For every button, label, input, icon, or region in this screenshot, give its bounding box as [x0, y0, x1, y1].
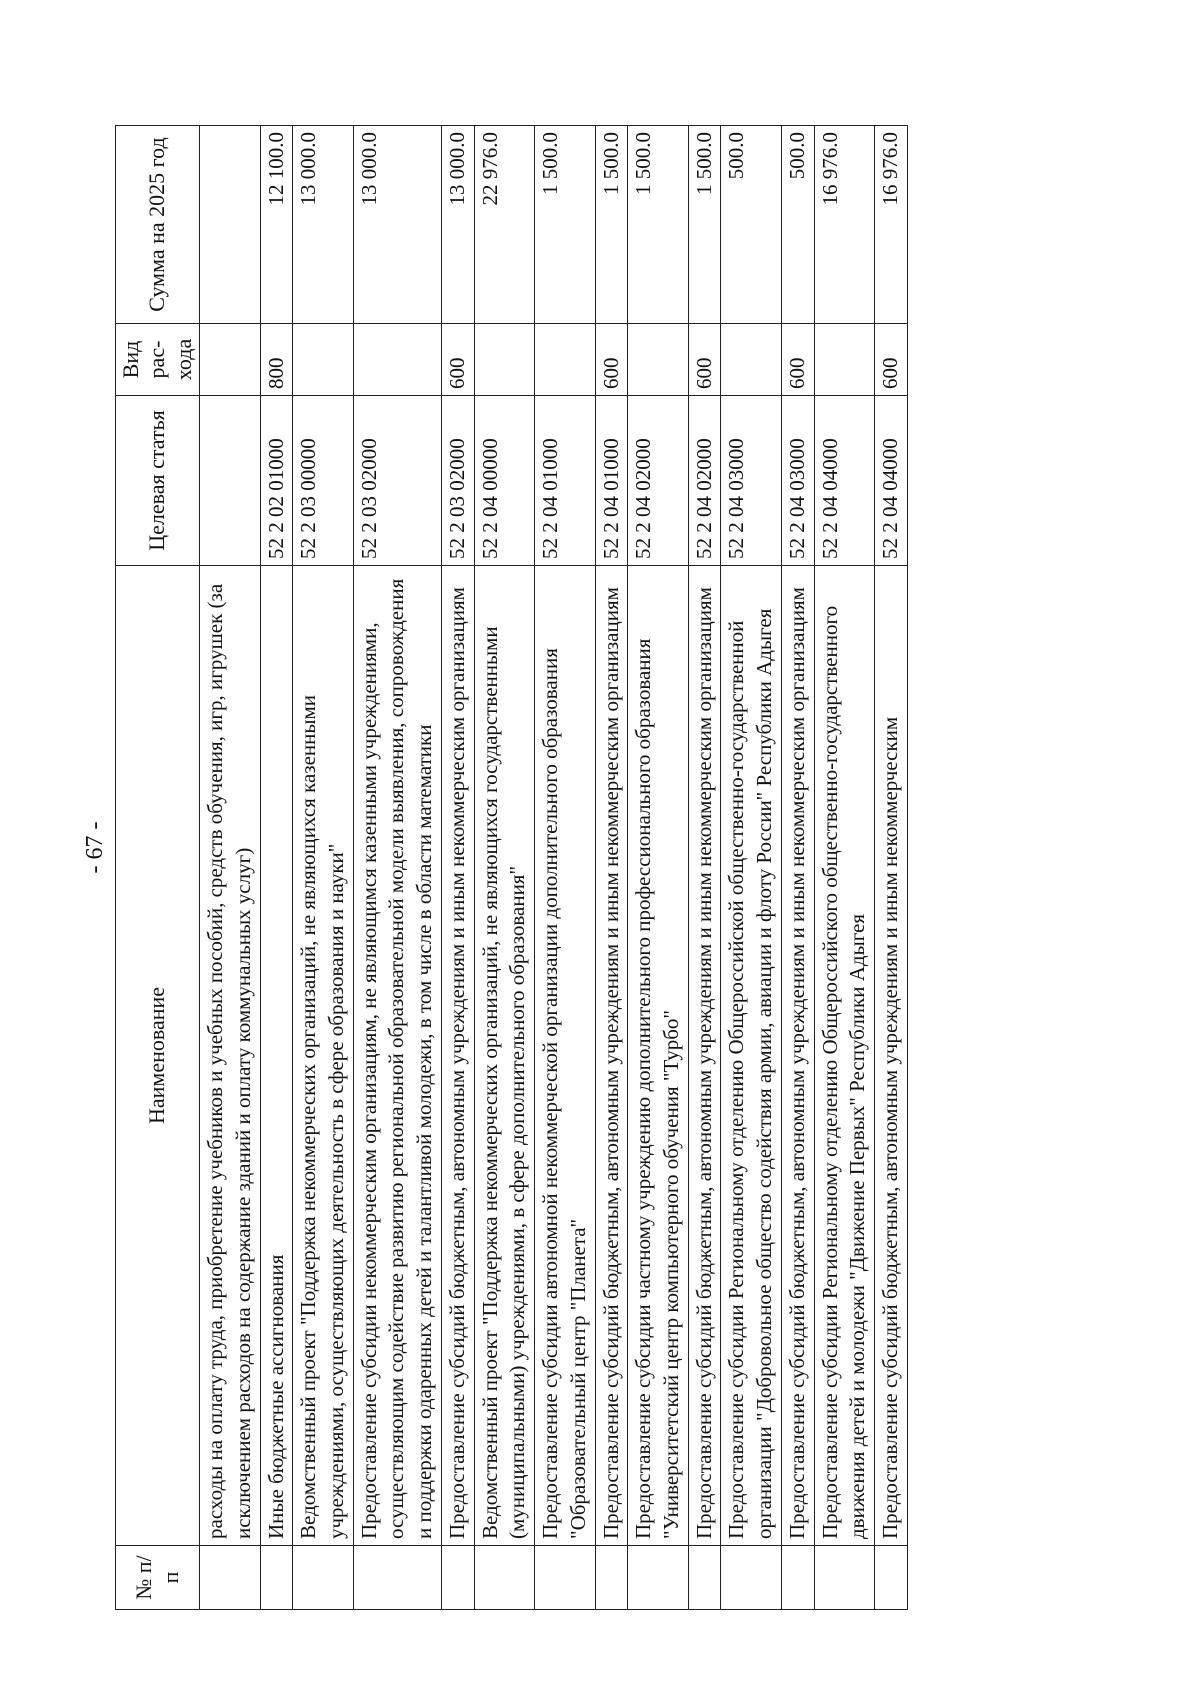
row-name: Предоставление субсидии некоммерческим организациям, не являющимся казенными учреждениями, осуществляющим содействие развитию региональной образовательной модели выявления, сопровождения и поддержки одаренных детей и талантливой молодежи, в том числе в области математики	[353, 566, 441, 1546]
row-code: 52 2 04 01000	[595, 396, 628, 566]
header-sum: Сумма на 2025 год	[116, 126, 200, 324]
row-type: 600	[595, 324, 628, 396]
table-row	[595, 126, 628, 1610]
row-type	[721, 324, 781, 396]
row-num	[293, 1546, 353, 1610]
table-row	[474, 126, 534, 1610]
row-sum: 500.0	[781, 126, 814, 324]
header-name: Наименование	[116, 566, 200, 1546]
row-type: 600	[441, 324, 474, 396]
row-name: Предоставление субсидии частному учреждению дополнительного профессионального образования "Университетский центр компьютерного обучения "Турбо"	[628, 566, 688, 1546]
row-code: 52 2 04 03000	[781, 396, 814, 566]
row-code: 52 2 04 02000	[628, 396, 688, 566]
row-num	[814, 1546, 874, 1610]
row-code: 52 2 04 02000	[688, 396, 721, 566]
row-name: Ведомственный проект "Поддержка некоммерческих организаций, не являющихся казенными учреждениями, осуществляющих деятельность в сфере образования и науки"	[293, 566, 353, 1546]
table-row	[535, 126, 595, 1610]
row-name: Предоставление субсидии Региональному отделению Общероссийской общественно-государственной организации "Добровольное общество содействия армии, авиации и флоту России" Республики Адыгея	[721, 566, 781, 1546]
row-sum: 13 000.0	[293, 126, 353, 324]
row-code: 52 2 03 02000	[441, 396, 474, 566]
row-num	[595, 1546, 628, 1610]
row-sum: 1 500.0	[628, 126, 688, 324]
row-name: Предоставление субсидий бюджетным, автономным учреждениям и иным некоммерческим организациям	[441, 566, 474, 1546]
row-sum: 13 000.0	[441, 126, 474, 324]
row-num	[721, 1546, 781, 1610]
row-num	[441, 1546, 474, 1610]
row-type	[353, 324, 441, 396]
row-num	[688, 1546, 721, 1610]
row-type	[293, 324, 353, 396]
budget-table	[115, 125, 908, 1610]
row-type	[535, 324, 595, 396]
row-name: расходы на оплату труда, приобретение учебников и учебных пособий, средств обучения, игр, игрушек (за исключением расходов на содержание зданий и оплату коммунальных услуг)	[200, 566, 260, 1546]
row-sum: 13 000.0	[353, 126, 441, 324]
table-row	[874, 126, 907, 1610]
row-sum: 12 100.0	[260, 126, 293, 324]
row-type	[200, 324, 260, 396]
table-row	[814, 126, 874, 1610]
table-header-row	[116, 126, 200, 1610]
table-row	[353, 126, 441, 1610]
page-number: - 67 -	[82, 821, 108, 874]
row-sum: 16 976.0	[814, 126, 874, 324]
row-num	[200, 1546, 260, 1610]
row-num	[535, 1546, 595, 1610]
table-row	[721, 126, 781, 1610]
table-row	[688, 126, 721, 1610]
row-type: 600	[688, 324, 721, 396]
row-type	[474, 324, 534, 396]
row-code: 52 2 03 02000	[353, 396, 441, 566]
row-name: Иные бюджетные ассигнования	[260, 566, 293, 1546]
row-code: 52 2 04 01000	[535, 396, 595, 566]
row-type	[814, 324, 874, 396]
row-num	[474, 1546, 534, 1610]
header-code: Целевая статья	[116, 396, 200, 566]
row-code	[200, 396, 260, 566]
row-name: Предоставление субсидий бюджетным, автономным учреждениям и иным некоммерческим организациям	[781, 566, 814, 1546]
row-sum: 500.0	[721, 126, 781, 324]
row-num	[781, 1546, 814, 1610]
row-type: 800	[260, 324, 293, 396]
row-code: 52 2 04 03000	[721, 396, 781, 566]
header-type: Вид рас- хода	[116, 324, 200, 396]
table-row	[260, 126, 293, 1610]
row-type: 600	[781, 324, 814, 396]
row-num	[260, 1546, 293, 1610]
table-row	[293, 126, 353, 1610]
row-sum: 16 976.0	[874, 126, 907, 324]
row-num	[353, 1546, 441, 1610]
row-name: Предоставление субсидии автономной некоммерческой организации дополнительного образования "Образовательный центр "Планета"	[535, 566, 595, 1546]
table-row	[781, 126, 814, 1610]
table-row	[200, 126, 260, 1610]
row-code: 52 2 04 00000	[474, 396, 534, 566]
row-sum: 1 500.0	[595, 126, 628, 324]
header-num: № п/п	[116, 1546, 200, 1610]
row-sum: 1 500.0	[535, 126, 595, 324]
row-num	[628, 1546, 688, 1610]
row-sum: 1 500.0	[688, 126, 721, 324]
row-name: Предоставление субсидий бюджетным, автономным учреждениям и иным некоммерческим организациям	[688, 566, 721, 1546]
row-type	[628, 324, 688, 396]
row-sum: 22 976.0	[474, 126, 534, 324]
row-name: Предоставление субсидии Региональному отделению Общероссийского общественно-государственного движения детей и молодежи "Движение Первых" Республики Адыгея	[814, 566, 874, 1546]
row-name: Предоставление субсидий бюджетным, автономным учреждениям и иным некоммерческим организациям	[595, 566, 628, 1546]
row-code: 52 2 02 01000	[260, 396, 293, 566]
row-code: 52 2 03 00000	[293, 396, 353, 566]
row-name: Предоставление субсидий бюджетным, автономным учреждениям и иным некоммерческим	[874, 566, 907, 1546]
table-row	[441, 126, 474, 1610]
row-code: 52 2 04 04000	[874, 396, 907, 566]
row-name: Ведомственный проект "Поддержка некоммерческих организаций, не являющихся государственными (муниципальными) учреждениями, в сфере дополнительного образования"	[474, 566, 534, 1546]
row-num	[874, 1546, 907, 1610]
table-row	[628, 126, 688, 1610]
row-sum	[200, 126, 260, 324]
row-type: 600	[874, 324, 907, 396]
row-code: 52 2 04 04000	[814, 396, 874, 566]
